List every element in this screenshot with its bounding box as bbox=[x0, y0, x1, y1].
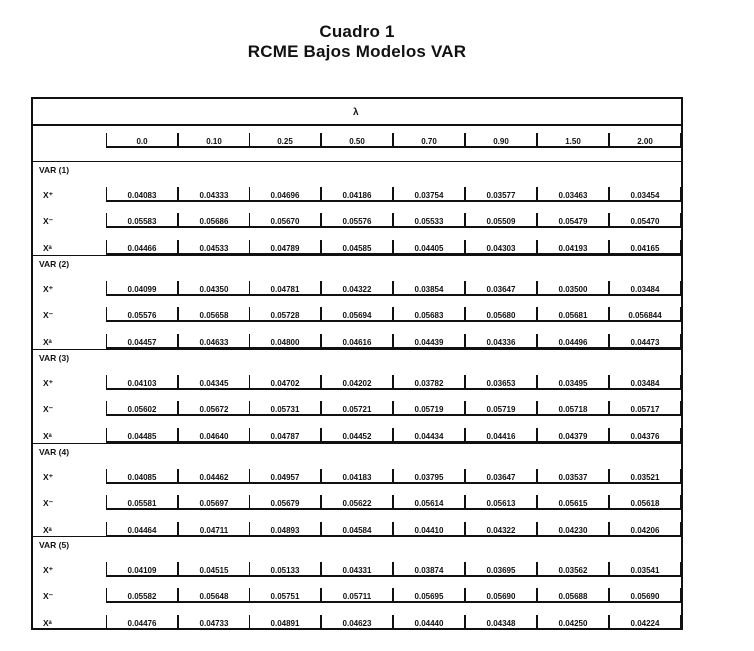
table-cell: 0.05509 bbox=[465, 213, 537, 228]
table-cell: 0.05697 bbox=[178, 495, 250, 510]
table-cell: 0.04379 bbox=[537, 428, 609, 443]
table-cell: 0.05683 bbox=[393, 307, 465, 322]
group-label: VAR (1) bbox=[39, 165, 70, 175]
table-cell: 0.04640 bbox=[178, 428, 250, 443]
group-label: VAR (2) bbox=[39, 259, 70, 269]
table-cell: 0.03653 bbox=[465, 375, 537, 390]
table-cell: 0.04250 bbox=[537, 615, 609, 630]
table-cell: 0.05686 bbox=[178, 213, 250, 228]
table-cell: 0.05470 bbox=[609, 213, 681, 228]
table-cell: 0.04085 bbox=[106, 469, 178, 484]
table-cell: 0.04711 bbox=[178, 522, 250, 537]
table-cell: 0.04416 bbox=[465, 428, 537, 443]
table-cell: 0.04350 bbox=[178, 281, 250, 296]
table-cell: 0.04623 bbox=[321, 615, 393, 630]
row-label: X⁺ bbox=[43, 472, 54, 482]
table-cell: 0.04183 bbox=[321, 469, 393, 484]
results-table bbox=[31, 97, 683, 630]
column-header-1-50: 1.50 bbox=[537, 133, 609, 148]
table-cell: 0.03537 bbox=[537, 469, 609, 484]
table-cell: 0.03795 bbox=[393, 469, 465, 484]
table-cell: 0.04206 bbox=[609, 522, 681, 537]
column-header-0-25: 0.25 bbox=[249, 133, 321, 148]
group-separator bbox=[33, 255, 681, 256]
row-label: X⁻ bbox=[43, 310, 54, 320]
table-cell: 0.03874 bbox=[393, 562, 465, 577]
row-label: Xᵃ bbox=[43, 618, 52, 628]
column-header-0-0: 0.0 bbox=[106, 133, 178, 148]
table-cell: 0.05694 bbox=[321, 307, 393, 322]
table-cell: 0.05576 bbox=[321, 213, 393, 228]
table-cell: 0.04376 bbox=[609, 428, 681, 443]
group-label: VAR (4) bbox=[39, 447, 70, 457]
table-cell: 0.04584 bbox=[321, 522, 393, 537]
table-cell: 0.04410 bbox=[393, 522, 465, 537]
table-caption-number: Cuadro 1 bbox=[319, 22, 395, 41]
table-cell: 0.05690 bbox=[609, 588, 681, 603]
lambda-symbol: λ bbox=[353, 107, 359, 118]
table-cell: 0.05731 bbox=[249, 401, 321, 416]
table-cell: 0.04800 bbox=[249, 334, 321, 349]
row-label: Xᵃ bbox=[43, 525, 52, 535]
table-cell: 0.04733 bbox=[178, 615, 250, 630]
table-cell: 0.04476 bbox=[106, 615, 178, 630]
table-cell: 0.04230 bbox=[537, 522, 609, 537]
group-label: VAR (3) bbox=[39, 353, 70, 363]
group-separator bbox=[33, 536, 681, 537]
table-cell: 0.03577 bbox=[465, 187, 537, 202]
table-cell: 0.04457 bbox=[106, 334, 178, 349]
table-cell: 0.04103 bbox=[106, 375, 178, 390]
table-cell: 0.04440 bbox=[393, 615, 465, 630]
table-cell: 0.03454 bbox=[609, 187, 681, 202]
table-cell: 0.04322 bbox=[321, 281, 393, 296]
table-cell: 0.05583 bbox=[106, 213, 178, 228]
table-cell: 0.04439 bbox=[393, 334, 465, 349]
table-cell: 0.05719 bbox=[393, 401, 465, 416]
table-cell: 0.05721 bbox=[321, 401, 393, 416]
table-cell: 0.05751 bbox=[249, 588, 321, 603]
row-label: Xᵃ bbox=[43, 243, 52, 253]
table-cell: 0.04405 bbox=[393, 240, 465, 255]
table-cell: 0.05133 bbox=[249, 562, 321, 577]
table-cell: 0.04224 bbox=[609, 615, 681, 630]
row-label: X⁻ bbox=[43, 591, 54, 601]
table-cell: 0.05670 bbox=[249, 213, 321, 228]
table-cell: 0.04099 bbox=[106, 281, 178, 296]
table-cell: 0.04303 bbox=[465, 240, 537, 255]
row-label: X⁺ bbox=[43, 565, 54, 575]
table-cell: 0.05614 bbox=[393, 495, 465, 510]
table-cell: 0.04696 bbox=[249, 187, 321, 202]
table-cell: 0.03521 bbox=[609, 469, 681, 484]
table-cell: 0.05680 bbox=[465, 307, 537, 322]
table-cell: 0.04186 bbox=[321, 187, 393, 202]
table-cell: 0.05672 bbox=[178, 401, 250, 416]
table-cell: 0.05658 bbox=[178, 307, 250, 322]
table-cell: 0.04633 bbox=[178, 334, 250, 349]
table-cell: 0.04702 bbox=[249, 375, 321, 390]
table-cell: 0.056844 bbox=[609, 307, 681, 322]
table-cell: 0.04496 bbox=[537, 334, 609, 349]
table-cell: 0.05690 bbox=[465, 588, 537, 603]
table-cell: 0.05615 bbox=[537, 495, 609, 510]
table-cell: 0.04322 bbox=[465, 522, 537, 537]
table-cell: 0.03541 bbox=[609, 562, 681, 577]
table-cell: 0.05602 bbox=[106, 401, 178, 416]
table-cell: 0.04787 bbox=[249, 428, 321, 443]
table-cell: 0.04533 bbox=[178, 240, 250, 255]
column-header-0-10: 0.10 bbox=[178, 133, 250, 148]
table-cell: 0.05679 bbox=[249, 495, 321, 510]
table-cell: 0.05479 bbox=[537, 213, 609, 228]
table-cell: 0.04485 bbox=[106, 428, 178, 443]
table-cell: 0.04452 bbox=[321, 428, 393, 443]
table-cell: 0.03782 bbox=[393, 375, 465, 390]
table-cell: 0.03647 bbox=[465, 281, 537, 296]
group-separator bbox=[33, 349, 681, 350]
table-cell: 0.04789 bbox=[249, 240, 321, 255]
row-label: X⁻ bbox=[43, 498, 54, 508]
table-cell: 0.03495 bbox=[537, 375, 609, 390]
table-cell: 0.04781 bbox=[249, 281, 321, 296]
table-cell: 0.05648 bbox=[178, 588, 250, 603]
row-label: X⁻ bbox=[43, 216, 54, 226]
table-cell: 0.05711 bbox=[321, 588, 393, 603]
table-cell: 0.04473 bbox=[609, 334, 681, 349]
table-cell: 0.04333 bbox=[178, 187, 250, 202]
column-header-2-00: 2.00 bbox=[609, 133, 681, 148]
table-cell: 0.04109 bbox=[106, 562, 178, 577]
table-cell: 0.04891 bbox=[249, 615, 321, 630]
row-label: Xᵃ bbox=[43, 337, 52, 347]
table-cell: 0.05681 bbox=[537, 307, 609, 322]
table-cell: 0.03500 bbox=[537, 281, 609, 296]
table-caption-title: RCME Bajos Modelos VAR bbox=[247, 42, 467, 61]
table-cell: 0.05728 bbox=[249, 307, 321, 322]
table-cell: 0.05717 bbox=[609, 401, 681, 416]
table-cell: 0.05613 bbox=[465, 495, 537, 510]
table-cell: 0.05688 bbox=[537, 588, 609, 603]
table-cell: 0.05719 bbox=[465, 401, 537, 416]
table-cell: 0.04083 bbox=[106, 187, 178, 202]
table-cell: 0.04464 bbox=[106, 522, 178, 537]
column-header-0-70: 0.70 bbox=[393, 133, 465, 148]
lambda-header-row bbox=[33, 99, 681, 126]
table-cell: 0.05695 bbox=[393, 588, 465, 603]
table-cell: 0.04331 bbox=[321, 562, 393, 577]
table-cell: 0.04616 bbox=[321, 334, 393, 349]
table-cell: 0.04336 bbox=[465, 334, 537, 349]
table-cell: 0.03647 bbox=[465, 469, 537, 484]
table-cell: 0.05533 bbox=[393, 213, 465, 228]
row-label: X⁻ bbox=[43, 404, 54, 414]
table-cell: 0.04893 bbox=[249, 522, 321, 537]
column-header-0-90: 0.90 bbox=[465, 133, 537, 148]
table-cell: 0.04202 bbox=[321, 375, 393, 390]
table-cell: 0.05622 bbox=[321, 495, 393, 510]
table-cell: 0.04193 bbox=[537, 240, 609, 255]
table-cell: 0.03854 bbox=[393, 281, 465, 296]
table-cell: 0.04515 bbox=[178, 562, 250, 577]
column-header-0-50: 0.50 bbox=[321, 133, 393, 148]
table-cell: 0.04348 bbox=[465, 615, 537, 630]
table-cell: 0.03484 bbox=[609, 375, 681, 390]
table-cell: 0.05582 bbox=[106, 588, 178, 603]
table-cell: 0.05718 bbox=[537, 401, 609, 416]
group-separator bbox=[33, 161, 681, 162]
table-cell: 0.03754 bbox=[393, 187, 465, 202]
group-label: VAR (5) bbox=[39, 540, 70, 550]
row-label: X⁺ bbox=[43, 284, 54, 294]
table-cell: 0.04434 bbox=[393, 428, 465, 443]
group-separator bbox=[33, 443, 681, 444]
table-cell: 0.05618 bbox=[609, 495, 681, 510]
table-cell: 0.04165 bbox=[609, 240, 681, 255]
table-cell: 0.04345 bbox=[178, 375, 250, 390]
row-label: Xᵃ bbox=[43, 431, 52, 441]
table-cell: 0.03562 bbox=[537, 562, 609, 577]
table-cell: 0.05576 bbox=[106, 307, 178, 322]
table-cell: 0.04957 bbox=[249, 469, 321, 484]
table-cell: 0.05581 bbox=[106, 495, 178, 510]
row-label: X⁺ bbox=[43, 190, 54, 200]
row-label: X⁺ bbox=[43, 378, 54, 388]
table-cell: 0.04585 bbox=[321, 240, 393, 255]
table-cell: 0.03695 bbox=[465, 562, 537, 577]
table-cell: 0.04462 bbox=[178, 469, 250, 484]
table-cell: 0.04466 bbox=[106, 240, 178, 255]
table-cell: 0.03463 bbox=[537, 187, 609, 202]
table-cell: 0.03484 bbox=[609, 281, 681, 296]
